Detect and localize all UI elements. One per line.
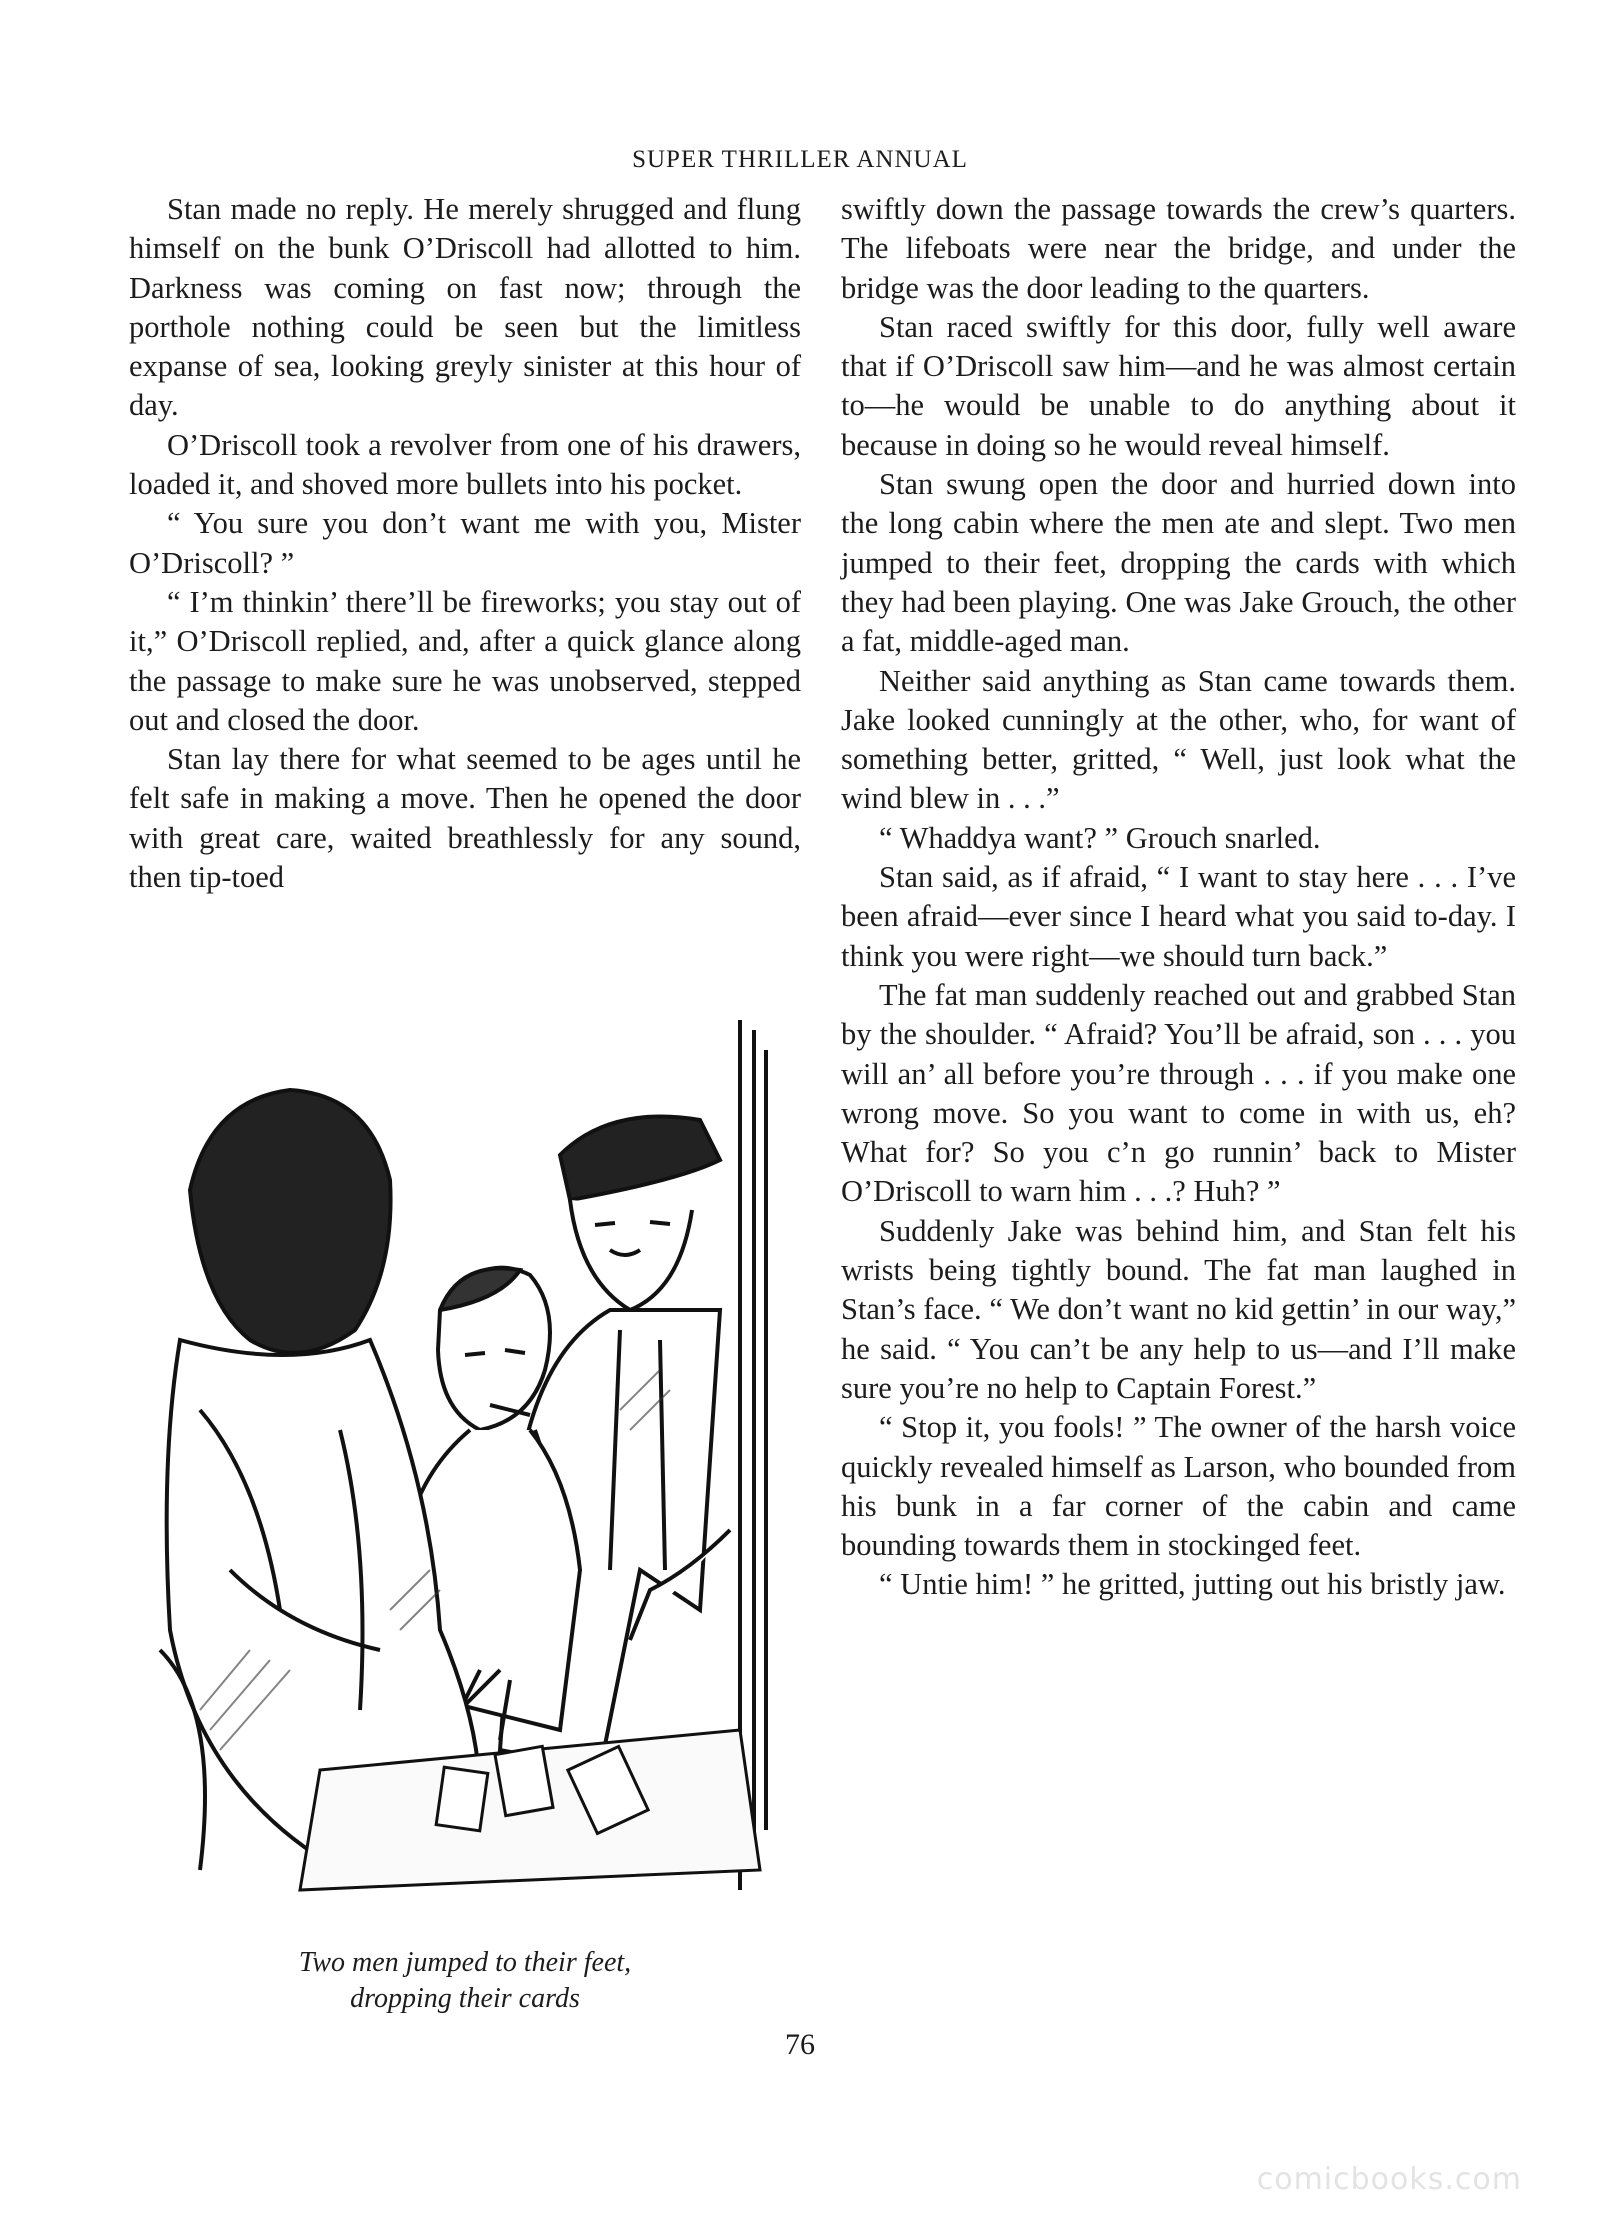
- left-column: [129, 190, 801, 897]
- watermark: comicbooks.com: [1256, 2162, 1522, 2197]
- paragraph: O’Driscoll took a revolver from one of his drawers, loaded it, and shoved more bullets into his pocket.: [129, 427, 801, 502]
- caption-line: Two men jumped to their feet,: [298, 1947, 632, 1978]
- paragraph: Stan raced swiftly for this door, fully well aware that if O’Driscoll saw him—and he was almost certain to—he would be unable to do anything about it because in doing so he would reveal himself.: [841, 309, 1516, 462]
- paragraph: Stan made no reply. He merely shrugged and flung himself on the bunk O’Driscoll had allotted to him. Darkness was coming on fast now; through the porthole nothing could be seen but the limitless expanse of sea, looking greyly sinister at this hour of day.: [129, 192, 801, 423]
- paragraph: “ Untie him! ” he gritted, jutting out his bristly jaw.: [879, 1567, 1506, 1602]
- illustration-card-players: [140, 1010, 800, 1900]
- paragraph: Stan said, as if afraid, “ I want to stay here . . . I’ve been afraid—ever since I heard what you said to-day. I think you were right—we should turn back.”: [841, 860, 1516, 973]
- paragraph: The fat man suddenly reached out and grabbed Stan by the shoulder. “ Afraid? You’ll be afraid, son . . . you will an’ all before you’re through . . . if you make one wrong move. So you want to come in with us, eh? What for? So you c’n go runnin’ back to Mister O’Driscoll to warn him . . .? Huh? ”: [841, 977, 1516, 1209]
- paragraph: “ Whaddya want? ” Grouch snarled.: [879, 820, 1321, 855]
- paragraph: Suddenly Jake was behind him, and Stan felt his wrists being tightly bound. The fat man laughed in Stan’s face. “ We don’t want no kid gettin’ in our way,” he said. “ You can’t be any help to us—and I’ll make sure you’re no help to Captain Forest.”: [841, 1213, 1516, 1405]
- paragraph: “ I’m thinkin’ there’ll be fireworks; you stay out of it,” O’Driscoll replied, and, after a quick glance along the passage to make sure he was unobserved, stepped out and closed the door.: [129, 584, 801, 737]
- page-number: 76: [785, 2028, 815, 2061]
- caption-line: dropping their cards: [350, 1983, 580, 2014]
- running-head: SUPER THRILLER ANNUAL: [632, 146, 968, 173]
- paragraph: “ You sure you don’t want me with you, Mister O’Driscoll? ”: [129, 506, 801, 580]
- right-column: [841, 190, 1516, 1605]
- paragraph: Neither said anything as Stan came towards them. Jake looked cunningly at the other, who, for want of something better, gritted, “ Well, just look what the wind blew in . . .”: [841, 663, 1516, 816]
- paragraph: Stan lay there for what seemed to be ages until he felt safe in making a move. Then he opened the door with great care, waited breathlessly for any sound, then tip-toed: [129, 742, 801, 895]
- paragraph: swiftly down the passage towards the crew’s quarters. The lifeboats were near the bridge, and under the bridge was the door leading to the quarters.: [841, 192, 1516, 305]
- paragraph: Stan swung open the door and hurried down into the long cabin where the men ate and slept. Two men jumped to their feet, dropping the cards with which they had been playing. One was Jake Grouch, the other a fat, middle-aged man.: [841, 467, 1516, 659]
- paragraph: “ Stop it, you fools! ” The owner of the harsh voice quickly revealed himself as Larson, who bounded from his bunk in a far corner of the cabin and came bounding towards them in stockinged feet.: [841, 1410, 1516, 1563]
- illustration-caption: [129, 1945, 801, 2017]
